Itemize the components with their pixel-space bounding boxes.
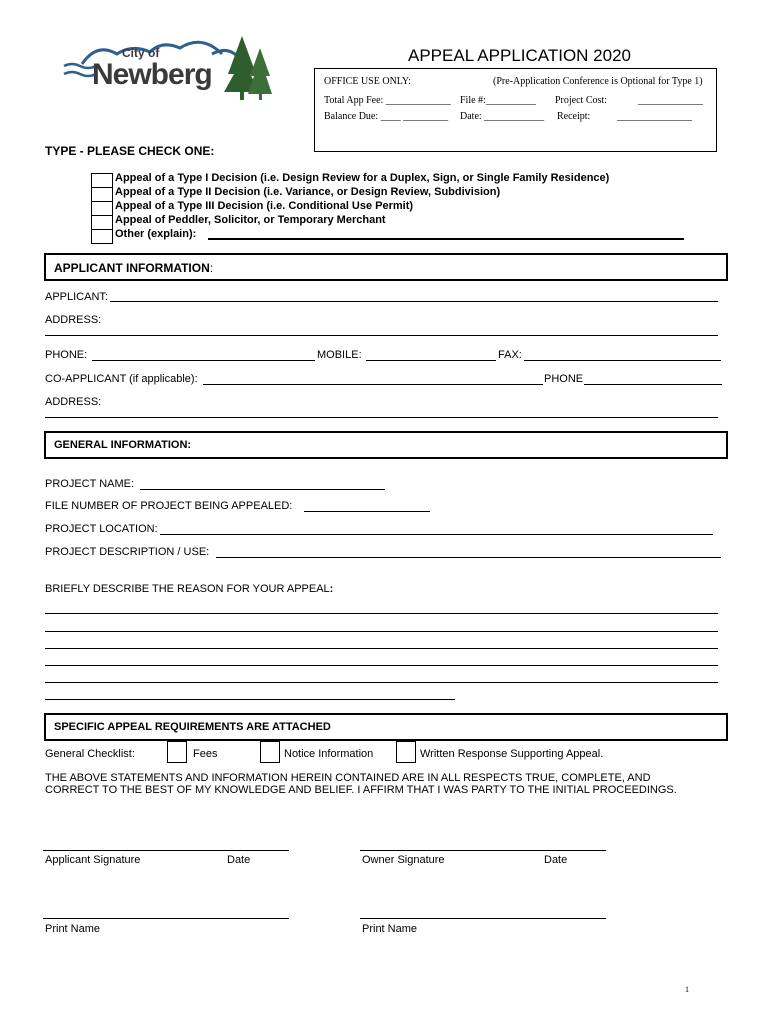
project-description-field[interactable]: [216, 557, 721, 558]
pre-app-note: (Pre-Application Conference is Optional for Type 1): [493, 76, 703, 87]
fax-label: FAX:: [498, 349, 522, 361]
other-explain-field[interactable]: [208, 238, 684, 240]
peddler-checkbox[interactable]: [91, 215, 113, 230]
notice-checkbox[interactable]: [260, 741, 280, 763]
certification-statement: THE ABOVE STATEMENTS AND INFORMATION HEREIN CONTAINED ARE IN ALL RESPECTS TRUE, COMPLETE, AND CORRECT TO THE BEST OF MY KNOWLEDGE AND BELIEF. I AFFIRM THAT I WAS PARTY TO THE INITIAL PROCEEDINGS.: [45, 772, 677, 796]
co-phone-label: PHONE: [544, 373, 584, 385]
written-response-checkbox[interactable]: [396, 741, 416, 763]
written-response-label: Written Response Supporting Appeal.: [420, 748, 604, 760]
form-title: APPEAL APPLICATION 2020: [408, 46, 632, 65]
co-phone-field[interactable]: [584, 384, 722, 385]
fax-field[interactable]: [524, 360, 721, 361]
mobile-label: MOBILE:: [317, 349, 362, 361]
project-cost-label: Project Cost:: [555, 95, 607, 106]
general-heading: GENERAL INFORMATION:: [54, 439, 192, 451]
project-description-label: PROJECT DESCRIPTION / USE:: [45, 546, 210, 558]
applicant-signature-field[interactable]: [43, 850, 289, 851]
receipt-field[interactable]: _______________: [617, 111, 692, 122]
reason-colon: :: [329, 583, 334, 595]
applicant-heading-colon: :: [209, 261, 214, 275]
applicant-heading: [54, 261, 213, 275]
type-2-label: Appeal of a Type II Decision (i.e. Variance, or Design Review, Subdivision): [115, 186, 501, 198]
total-fee-field[interactable]: Total App Fee: _____________: [324, 95, 451, 106]
coapplicant-field[interactable]: [203, 384, 543, 385]
checklist-label: General Checklist:: [45, 748, 135, 760]
owner-print-name-label: Print Name: [362, 923, 418, 935]
reason-line-2[interactable]: [45, 631, 718, 632]
project-name-field[interactable]: [140, 489, 385, 490]
reason-line-3[interactable]: [45, 648, 718, 649]
reason-line-5[interactable]: [45, 682, 718, 683]
address2-field[interactable]: [45, 417, 718, 418]
office-use-box: [314, 68, 717, 152]
type-3-label: Appeal of a Type III Decision (i.e. Conditional Use Permit): [115, 200, 414, 212]
office-date-field[interactable]: Date: ____________: [460, 111, 545, 122]
reason-label: [45, 583, 333, 595]
type-2-checkbox[interactable]: [91, 187, 113, 202]
type-1-checkbox[interactable]: [91, 173, 113, 188]
peddler-label: Appeal of Peddler, Solicitor, or Temporary Merchant: [115, 214, 386, 226]
logo-newberg: Newberg: [92, 58, 212, 91]
phone-label: PHONE:: [45, 349, 88, 361]
applicant-date-label: Date: [227, 854, 251, 866]
coapplicant-label: CO-APPLICANT (if applicable):: [45, 373, 198, 385]
specific-heading: SPECIFIC APPEAL REQUIREMENTS ARE ATTACHED: [54, 721, 331, 733]
reason-line-4[interactable]: [45, 665, 718, 666]
specific-section-header: [44, 713, 728, 741]
balance-due-field[interactable]: Balance Due: ____ _________: [324, 111, 449, 122]
applicant-signature-label: Applicant Signature: [45, 854, 141, 866]
file-number-field[interactable]: File #:__________: [460, 95, 536, 106]
applicant-label: APPLICANT:: [45, 291, 108, 303]
applicant-heading-text: APPLICANT INFORMATION: [54, 261, 210, 275]
receipt-label: Receipt:: [557, 111, 591, 122]
owner-signature-field[interactable]: [360, 850, 606, 851]
city-logo: [62, 34, 274, 104]
phone-field[interactable]: [92, 360, 315, 361]
other-label: Other (explain):: [115, 228, 197, 240]
type-1-label: Appeal of a Type I Decision (i.e. Design Review for a Duplex, Sign, or Single Family Residence): [115, 172, 610, 184]
owner-date-label: Date: [544, 854, 568, 866]
owner-print-name-field[interactable]: [360, 918, 606, 919]
address-field[interactable]: [45, 335, 718, 336]
project-location-label: PROJECT LOCATION:: [45, 523, 158, 535]
general-section-header: [44, 431, 728, 459]
project-name-label: PROJECT NAME:: [45, 478, 135, 490]
file-number-label: FILE NUMBER OF PROJECT BEING APPEALED:: [45, 500, 293, 512]
mobile-field[interactable]: [366, 360, 496, 361]
fees-checkbox[interactable]: [167, 741, 187, 763]
project-location-field[interactable]: [160, 534, 713, 535]
office-use-label: OFFICE USE ONLY:: [324, 76, 411, 87]
address-label: ADDRESS:: [45, 314, 102, 326]
file-number-appealed-field[interactable]: [304, 511, 430, 512]
logo-city-of: City of: [122, 46, 160, 60]
applicant-print-name-label: Print Name: [45, 923, 101, 935]
applicant-print-name-field[interactable]: [43, 918, 289, 919]
fees-label: Fees: [193, 748, 218, 760]
owner-signature-label: Owner Signature: [362, 854, 445, 866]
notice-label: Notice Information: [284, 748, 374, 760]
address2-label: ADDRESS:: [45, 396, 102, 408]
applicant-field[interactable]: [110, 301, 718, 302]
reason-line-1[interactable]: [45, 613, 718, 614]
type-heading: TYPE - PLEASE CHECK ONE:: [45, 144, 215, 158]
page-number: 1: [685, 985, 689, 994]
reason-text: BRIEFLY DESCRIBE THE REASON FOR YOUR APPEAL: [45, 583, 330, 595]
project-cost-field[interactable]: _____________: [638, 95, 703, 106]
reason-line-6[interactable]: [45, 699, 455, 700]
type-3-checkbox[interactable]: [91, 201, 113, 216]
other-checkbox[interactable]: [91, 229, 113, 244]
applicant-section-header: [44, 253, 728, 281]
